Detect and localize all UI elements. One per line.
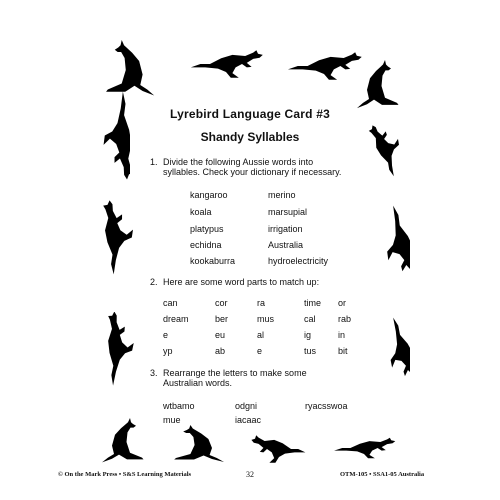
kangaroo-silhouette-bottom <box>170 425 230 465</box>
question-1-line-1: Divide the following Aussie words into <box>163 157 314 167</box>
question-1-text <box>163 157 341 177</box>
question-1-line-2: syllables. Check your dictionary if necessary. <box>163 167 342 177</box>
kangaroo-silhouette-left <box>90 312 134 392</box>
word-part: tus <box>304 346 317 356</box>
word-q1-col2: marsupial <box>268 207 308 217</box>
footer-product-code: OTM-105 • SSA1-05 Australia <box>340 471 425 478</box>
kangaroo-silhouette-right <box>362 120 402 180</box>
scrambled-word: iacaac <box>235 415 262 425</box>
kangaroo-silhouette-top-right <box>352 60 402 112</box>
word-part: e <box>163 330 169 340</box>
scrambled-word: mue <box>163 415 181 425</box>
word-q1-col1: kangaroo <box>190 190 228 200</box>
word-part: cal <box>304 314 316 324</box>
question-3-text <box>163 368 307 388</box>
word-part: in <box>338 330 346 340</box>
word-q1-col2: irrigation <box>268 224 303 234</box>
word-part: ber <box>215 314 229 324</box>
word-part: ab <box>215 346 226 356</box>
kangaroo-silhouette-top <box>186 40 266 80</box>
kangaroo-silhouette-right <box>364 200 410 288</box>
question-3-line-1: Rearrange the letters to make some <box>163 368 307 378</box>
word-part: e <box>257 346 263 356</box>
scrambled-word: ryacsswoa <box>305 401 348 411</box>
word-q1-col2: merino <box>268 190 296 200</box>
word-part: or <box>338 298 347 308</box>
word-q1-col1: platypus <box>190 224 224 234</box>
scrambled-word: wtbamo <box>163 401 195 411</box>
word-part: time <box>304 298 322 308</box>
kangaroo-silhouette-left <box>86 200 134 280</box>
kangaroo-silhouette-bottom <box>97 418 147 466</box>
scrambled-word: odgni <box>235 401 258 411</box>
kangaroo-silhouette-bottom <box>249 425 309 465</box>
word-q1-col1: kookaburra <box>190 256 236 266</box>
word-part: ig <box>304 330 312 340</box>
question-1-number: 1. <box>150 157 158 167</box>
question-2-number: 2. <box>150 277 158 287</box>
word-q1-col2: Australia <box>268 240 304 250</box>
kangaroo-silhouette-right <box>370 312 410 392</box>
word-part: eu <box>215 330 226 340</box>
word-part: can <box>163 298 178 308</box>
word-part: bit <box>338 346 348 356</box>
page-title: Lyrebird Language Card #3 <box>170 107 330 121</box>
word-part: dream <box>163 314 189 324</box>
word-q1-col1: echidna <box>190 240 222 250</box>
question-3-number: 3. <box>150 368 158 378</box>
word-q1-col2: hydroelectricity <box>268 256 329 266</box>
word-part: rab <box>338 314 352 324</box>
page-number: 32 <box>246 470 254 479</box>
page-subtitle: Shandy Syllables <box>200 130 300 144</box>
word-part: cor <box>215 298 228 308</box>
question-3-line-2: Australian words. <box>163 378 233 388</box>
footer-publisher: © On the Mark Press • S&S Learning Materials <box>58 471 192 478</box>
kangaroo-silhouette-bottom <box>330 430 398 460</box>
question-2-text: Here are some word parts to match up: <box>163 277 320 287</box>
word-q1-col1: koala <box>190 207 212 217</box>
word-part: al <box>257 330 265 340</box>
word-part: mus <box>257 314 275 324</box>
word-part: yp <box>163 346 173 356</box>
word-part: ra <box>257 298 266 308</box>
